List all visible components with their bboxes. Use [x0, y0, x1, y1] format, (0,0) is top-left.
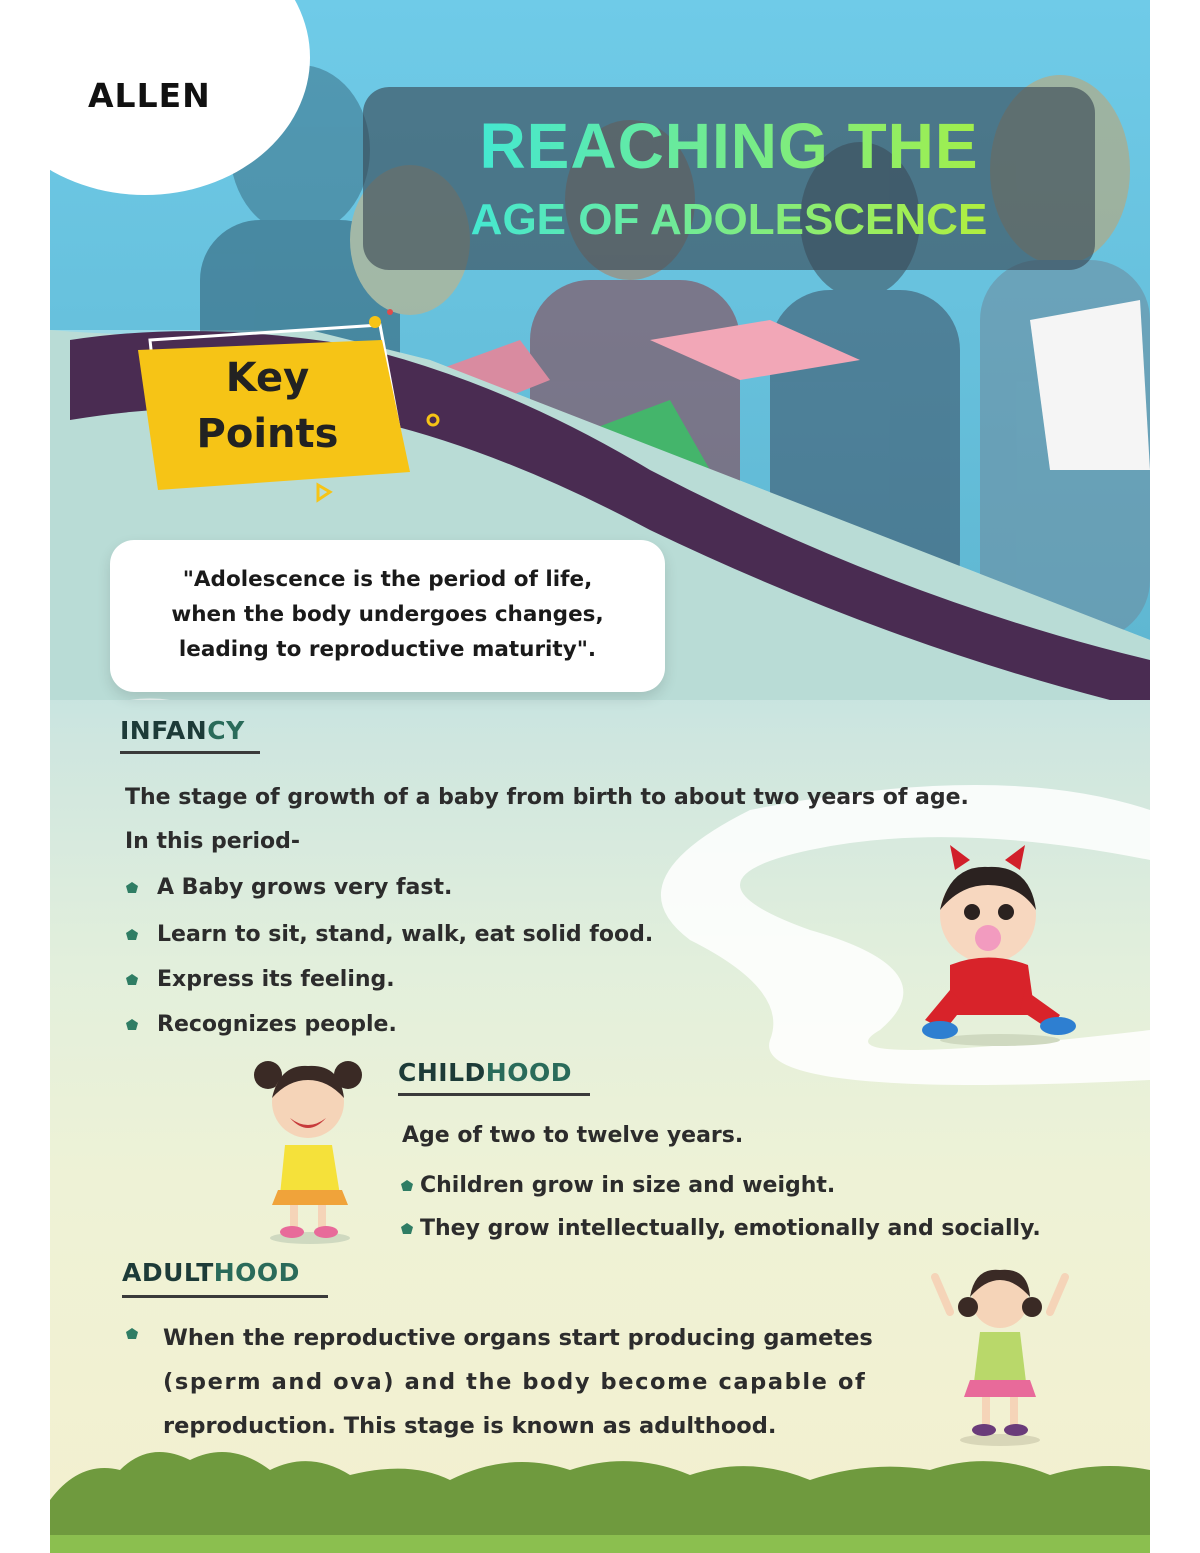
infographic-page	[50, 0, 1150, 1553]
childhood-underline	[398, 1093, 590, 1096]
bullet-icon	[125, 973, 139, 987]
infancy-underline	[120, 751, 260, 754]
title-line-2: AGE OF ADOLESCENCE	[363, 195, 1095, 245]
baby-illustration	[910, 840, 1090, 1050]
definition-line: leading to reproductive maturity".	[178, 637, 597, 662]
bullet-icon	[400, 1179, 414, 1193]
key-points-line-1: Key	[225, 355, 310, 401]
adulthood-heading: ADULTHOOD	[122, 1258, 300, 1287]
adulthood-line: When the reproductive organs start producing gametes	[163, 1325, 873, 1351]
childhood-bullet: They grow intellectually, emotionally and socially.	[400, 1216, 1041, 1241]
girl-illustration	[930, 1262, 1070, 1447]
title-banner	[363, 87, 1095, 270]
infancy-description: The stage of growth of a baby from birth to about two years of age.	[125, 785, 969, 810]
infancy-bullet: Express its feeling.	[125, 967, 395, 992]
childhood-bullet: Children grow in size and weight.	[400, 1173, 835, 1198]
bullet-icon	[125, 928, 139, 942]
infancy-bullet: Learn to sit, stand, walk, eat solid food.	[125, 922, 653, 947]
allen-logo: ALLEN	[88, 76, 211, 115]
bullet-icon	[125, 1018, 139, 1032]
definition-line: "Adolescence is the period of life,	[182, 567, 593, 592]
adulthood-line: (sperm and ova) and the body become capable of	[163, 1369, 867, 1395]
definition-line: when the body undergoes changes,	[171, 602, 604, 627]
definition-text	[110, 562, 665, 667]
infancy-bullet: Recognizes people.	[125, 1012, 397, 1037]
childhood-heading: CHILDHOOD	[398, 1058, 572, 1087]
bullet-icon	[125, 1327, 139, 1341]
key-points-line-2: Points	[196, 411, 339, 457]
adulthood-underline	[122, 1295, 328, 1298]
key-points-label	[145, 350, 390, 462]
bullet-icon	[400, 1222, 414, 1236]
adulthood-description	[163, 1316, 908, 1448]
childhood-description: Age of two to twelve years.	[402, 1123, 744, 1148]
infancy-bullet: A Baby grows very fast.	[125, 875, 452, 900]
bullet-icon	[125, 881, 139, 895]
adulthood-line: reproduction. This stage is known as adulthood.	[163, 1413, 777, 1439]
definition-card	[110, 540, 665, 692]
infancy-intro: In this period-	[125, 829, 301, 854]
infancy-heading: INFANCY	[120, 716, 245, 745]
child-illustration	[240, 1050, 380, 1245]
title-line-1: REACHING THE	[363, 109, 1095, 183]
